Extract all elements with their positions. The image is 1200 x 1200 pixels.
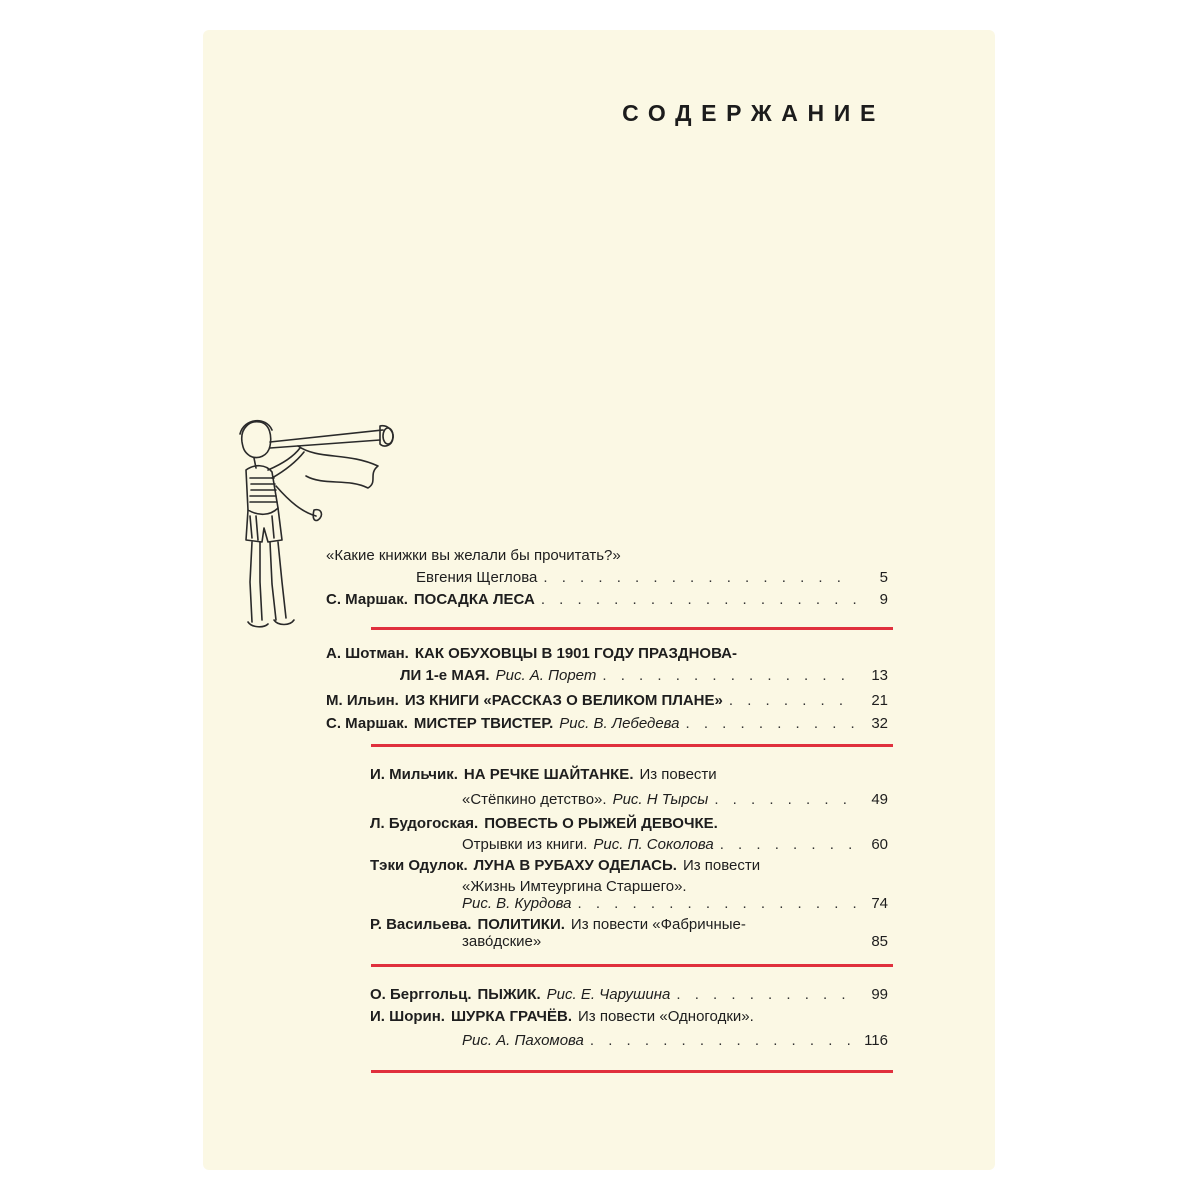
toc-entry-line[interactable]: заво́дские» 85 [462, 933, 888, 950]
toc-entry-line[interactable]: Евгения Щеглова . . . 5 [416, 568, 888, 588]
page-number: 85 [871, 933, 888, 950]
toc-entry[interactable]: М. Ильин. ИЗ КНИГИ «РАССКАЗ О ВЕЛИКОМ ПЛАНЕ» . . . 21 [326, 691, 888, 711]
leader-dots [714, 790, 856, 810]
toc-entry[interactable]: Л. Будогоская. ПОВЕСТЬ О РЫЖЕЙ ДЕВОЧКЕ. [370, 815, 718, 832]
page-number: 60 [871, 836, 888, 853]
leader-dots [578, 894, 856, 914]
page-number: 74 [871, 895, 888, 912]
toc-entry-line[interactable]: «Стёпкино детство». Рис. Н Тырсы . . . 49 [462, 790, 888, 810]
toc-entry[interactable]: И. Мильчик. НА РЕЧКЕ ШАЙТАНКЕ. Из повести [370, 766, 717, 783]
page-title: СОДЕРЖАНИЕ [622, 100, 885, 126]
toc-entry-line[interactable]: Рис. В. Курдова . . . 74 [462, 894, 888, 914]
section-divider [371, 744, 893, 747]
leader-dots [729, 691, 856, 711]
page-number: 32 [871, 715, 888, 732]
page-number: 21 [871, 692, 888, 709]
toc-entry-line[interactable]: Рис. А. Пахомова . . . 116 [462, 1031, 888, 1051]
table-of-contents [203, 30, 995, 1170]
toc-entry[interactable]: С. Маршак. МИСТЕР ТВИСТЕР. Рис. В. Лебедева . . . 32 [326, 714, 888, 734]
toc-entry-line[interactable]: ЛИ 1-е МАЯ. Рис. А. Порет . . . 13 [400, 666, 888, 686]
leader-dots [590, 1031, 856, 1051]
page-number: 5 [879, 569, 888, 586]
section-divider [371, 1070, 893, 1073]
leader-dots [541, 590, 856, 610]
toc-entry[interactable]: Тэки Одулок. ЛУНА В РУБАХУ ОДЕЛАСЬ. Из повести [370, 857, 761, 874]
leader-dots [720, 835, 856, 855]
toc-entry-text[interactable]: «Какие книжки вы желали бы прочитать?» [326, 547, 621, 564]
toc-entry[interactable]: О. Берггольц. ПЫЖИК. Рис. Е. Чарушина . . . 99 [370, 985, 888, 1005]
page-number: 13 [871, 667, 888, 684]
leader-dots [676, 985, 856, 1005]
page-number: 116 [864, 1032, 888, 1049]
leader-dots [543, 568, 856, 588]
toc-entry[interactable]: Р. Васильева. ПОЛИТИКИ. Из повести «Фабричные- [370, 916, 746, 933]
page-number: 49 [871, 791, 888, 808]
toc-entry[interactable]: С. Маршак. ПОСАДКА ЛЕСА . . . 9 [326, 590, 888, 610]
toc-entry-line[interactable]: Отрывки из книги. Рис. П. Соколова . . . 60 [462, 835, 888, 855]
page-number: 9 [879, 591, 888, 608]
section-divider [371, 627, 893, 630]
leader-dots [686, 714, 856, 734]
book-page [203, 30, 995, 1170]
leader-dots [602, 666, 856, 686]
page-number: 99 [871, 986, 888, 1003]
toc-entry[interactable]: А. Шотман. КАК ОБУХОВЦЫ В 1901 ГОДУ ПРАЗДНОВА- [326, 645, 737, 662]
toc-entry-line[interactable]: «Жизнь Имтеургина Старшего». [462, 878, 687, 895]
toc-entry[interactable]: И. Шорин. ШУРКА ГРАЧЁВ. Из повести «Одногодки». [370, 1008, 754, 1025]
section-divider [371, 964, 893, 967]
